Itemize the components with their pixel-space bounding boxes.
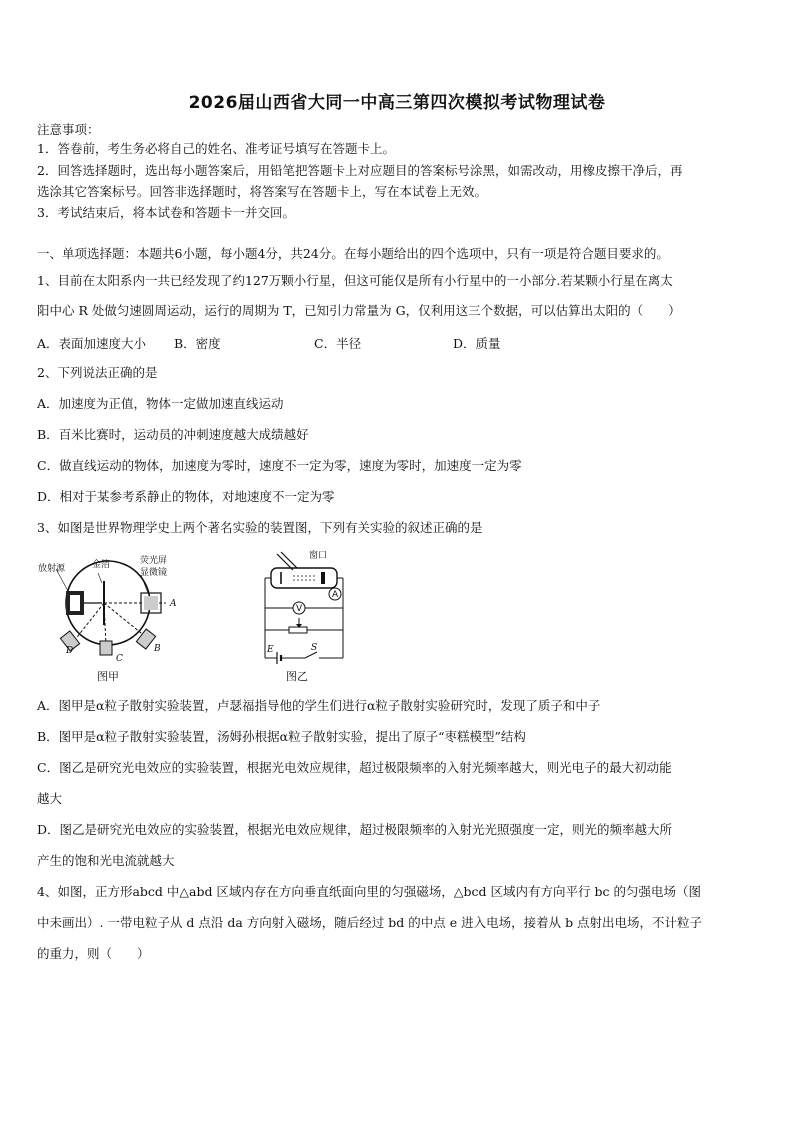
q1-stem-line-1: 1、目前在太阳系内一共已经发现了约127万颗小行星，但这可能仅是所有小行星中的一小部分.若某颗小行星在离太 (37, 273, 673, 288)
notice-item-1: 1．答卷前，考生务必将自己的姓名、准考证号填写在答题卡上。 (37, 141, 395, 156)
alpha-scattering-diagram (36, 553, 186, 668)
label-e: E (267, 645, 274, 655)
page-title: 2026届山西省大同一中高三第四次模拟考试物理试卷 (188, 93, 606, 113)
figure-alpha-scattering (36, 553, 186, 668)
q4-stem-line-2: 中未画出）. 一带电粒子从 d 点沿 da 方向射入磁场，随后经过 bd 的中点 e 进入电场，接着从 b 点射出电场，不计粒子 (37, 915, 703, 930)
label-gold-foil: 金箔 (92, 560, 111, 570)
q1-option-d: D．质量 (453, 336, 501, 351)
q3-option-c-cont: 越大 (37, 791, 63, 806)
q1-option-c: C．半径 (314, 336, 362, 351)
figure-b-caption: 图乙 (286, 670, 308, 683)
label-a: A (170, 599, 177, 609)
label-s: S (311, 643, 318, 653)
q3-option-d: D．图乙是研究光电效应的实验装置，根据光电效应规律，超过极限频率的入射光光照强度一定，则光的频率越大所 (37, 822, 673, 837)
label-d: D (66, 646, 74, 656)
label-source: 放射源 (38, 564, 66, 574)
rheostat (289, 627, 307, 633)
q4-stem-line-1: 4、如图，正方形abcd 中△abd 区域内存在方向垂直纸面向里的匀强磁场，△bcd 区域内有方向平行 bc 的匀强电场（图 (37, 884, 701, 899)
figure-photoelectric (255, 548, 355, 668)
q3-option-a: A．图甲是α粒子散射实验装置，卢瑟福指导他的学生们进行α粒子散射实验研究时，发现了质子和中子 (37, 698, 601, 713)
q1-option-b: B．密度 (174, 336, 221, 351)
voltmeter-label: V (296, 604, 303, 614)
q2-stem: 2、下列说法正确的是 (37, 365, 158, 380)
q3-stem: 3、如图是世界物理学史上两个著名实验的装置图，下列有关实验的叙述正确的是 (37, 520, 483, 535)
section-heading: 一、单项选择题：本题共6小题，每小题4分，共24分。在每小题给出的四个选项中，只有一项是符合题目要求的。 (37, 246, 669, 261)
photoelectric-circuit-diagram (255, 548, 355, 668)
q3-option-d-cont: 产生的饱和光电流就越大 (37, 853, 175, 868)
label-microscope: 显微镜 (140, 568, 168, 578)
q2-option-d: D．相对于某参考系静止的物体，对地速度不一定为零 (37, 489, 335, 504)
label-window: 窗口 (309, 551, 328, 561)
label-b: B (154, 644, 161, 654)
notice-heading: 注意事项： (37, 122, 100, 137)
q3-option-b: B．图甲是α粒子散射实验装置，汤姆孙根据α粒子散射实验，提出了原子“枣糕模型”结构 (37, 729, 526, 744)
label-c: C (116, 654, 123, 664)
notice-item-2-cont: 选涂其它答案标号。回答非选择题时，将答案写在答题卡上，写在本试卷上无效。 (37, 184, 488, 199)
notice-item-2: 2．回答选择题时，选出每小题答案后，用铅笔把答题卡上对应题目的答案标号涂黑，如需改动，用橡皮擦干净后，再 (37, 163, 683, 178)
label-screen: 荧光屏 (140, 556, 168, 566)
notice-item-3: 3．考试结束后，将本试卷和答题卡一并交回。 (37, 205, 295, 220)
q4-stem-line-3: 的重力，则（ ） (37, 946, 150, 961)
ammeter-label: A (332, 590, 339, 600)
q2-option-c: C．做直线运动的物体，加速度为零时，速度不一定为零，速度为零时，加速度一定为零 (37, 458, 522, 473)
figure-a-caption: 图甲 (97, 670, 119, 683)
q2-option-a: A．加速度为正值，物体一定做加速直线运动 (37, 396, 284, 411)
q1-stem-line-2: 阳中心 R 处做匀速圆周运动，运行的周期为 T，已知引力常量为 G，仅利用这三个数据，可以估算出太阳的（ ） (37, 303, 681, 318)
q2-option-b: B．百米比赛时，运动员的冲刺速度越大成绩越好 (37, 427, 309, 442)
q1-option-a: A．表面加速度大小 (37, 336, 147, 351)
q3-option-c: C．图乙是研究光电效应的实验装置，根据光电效应规律，超过极限频率的入射光频率越大，则光电子的最大初动能 (37, 760, 672, 775)
